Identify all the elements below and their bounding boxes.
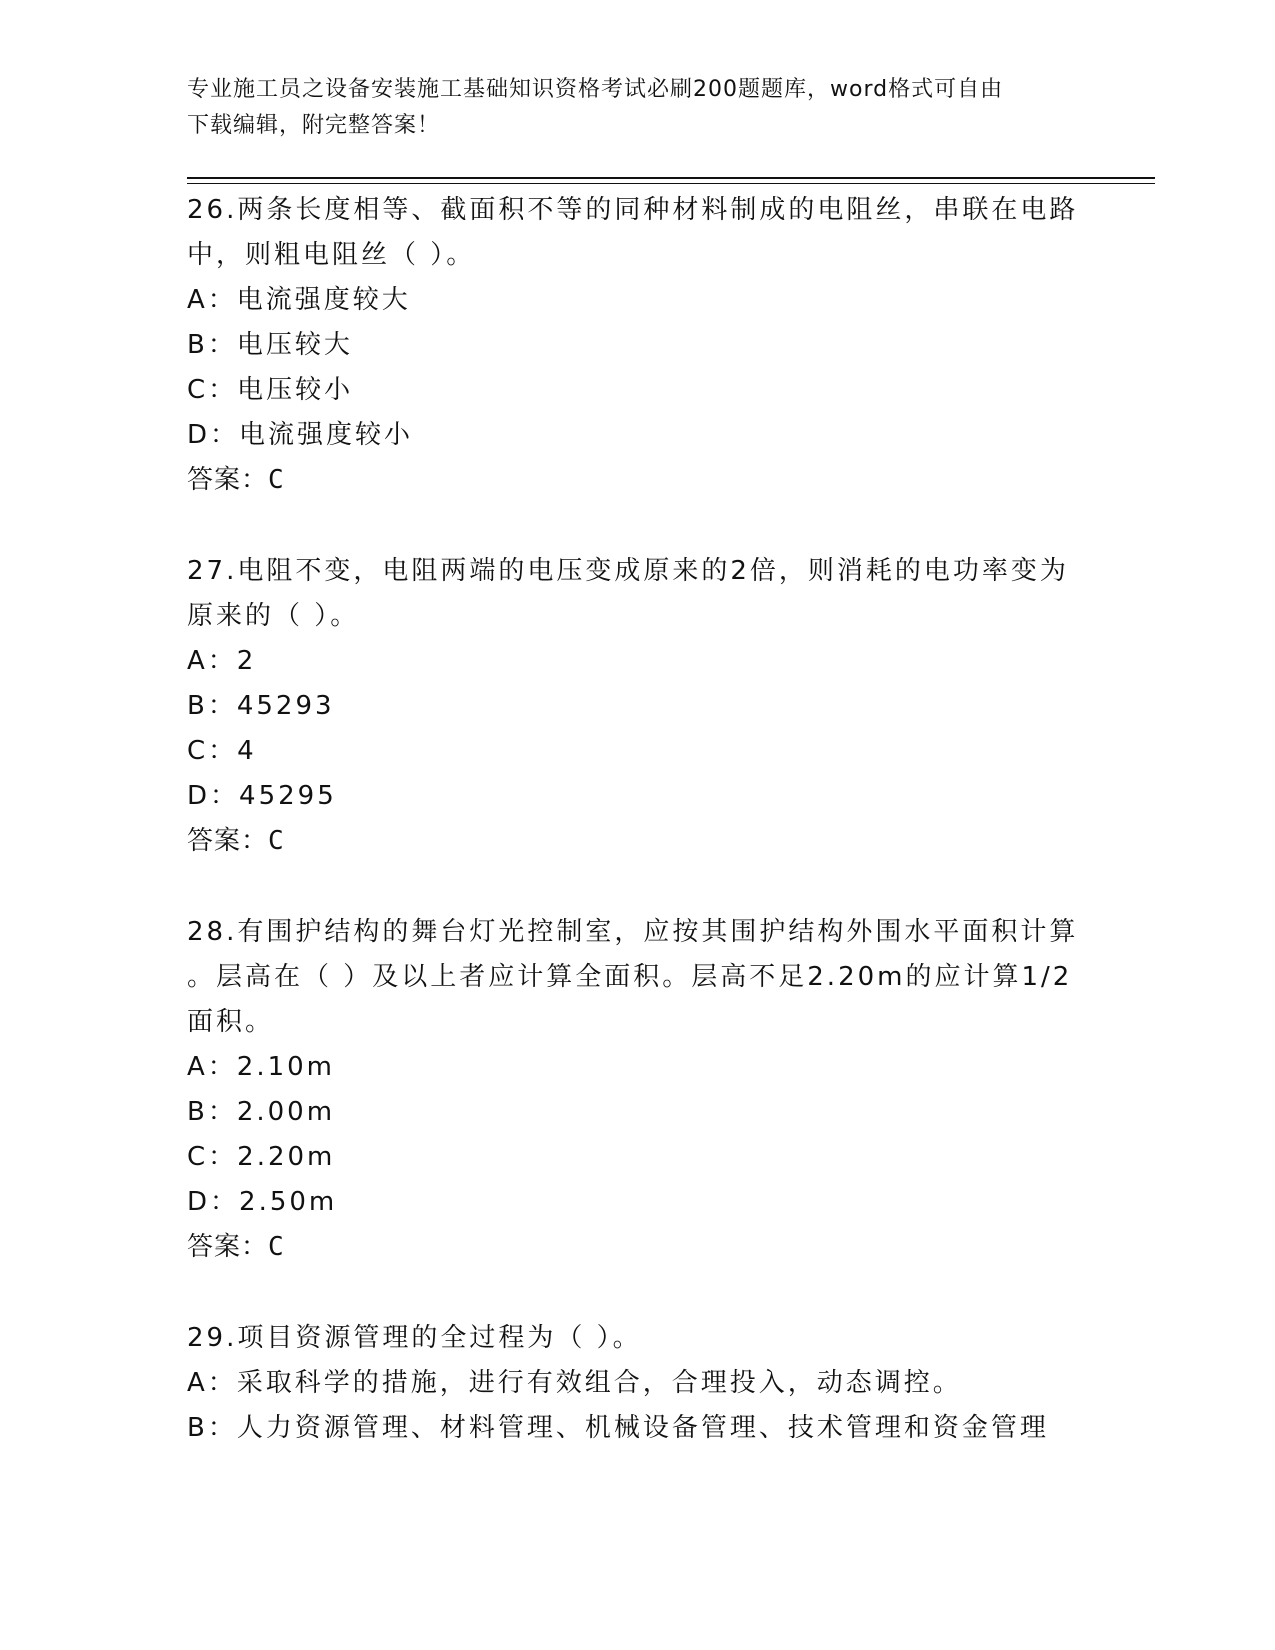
question-stem: 29.项目资源管理的全过程为（ ）。 [187, 1323, 642, 1353]
answer-line [187, 819, 1087, 864]
answer-value: C [268, 465, 285, 495]
question-27 [187, 549, 1087, 864]
question-stem-continued: 原来的（ ）。 [187, 601, 360, 631]
option-c: C：电压较小 [187, 375, 354, 405]
header-title-line-2: 下载编辑，附完整答案！ [187, 113, 441, 138]
answer-value: C [268, 826, 285, 856]
question-29 [187, 1316, 1087, 1451]
question-stem: 26.两条长度相等、截面积不等的同种材料制成的电阻丝，串联在电路 [187, 195, 1079, 225]
option-c: C：4 [187, 736, 257, 766]
document-header [187, 72, 1067, 144]
answer-value: C [268, 1232, 285, 1262]
question-stem-continued: 。层高在（ ）及以上者应计算全面积。层高不足2.20m的应计算1/2 [187, 962, 1073, 992]
question-list [187, 188, 1087, 1451]
question-stem-continued: 中，则粗电阻丝（ ）。 [187, 240, 476, 270]
option-d: D：电流强度较小 [187, 420, 414, 450]
option-a: A：2.10m [187, 1052, 336, 1082]
option-d: D：2.50m [187, 1187, 338, 1217]
question-stem-continued-2: 面积。 [187, 1007, 275, 1037]
option-d: D：45295 [187, 781, 337, 811]
option-b: B：45293 [187, 691, 335, 721]
option-b: B：2.00m [187, 1097, 336, 1127]
header-title-line-1: 专业施工员之设备安装施工基础知识资格考试必刷200题题库，word格式可自由 [187, 77, 1004, 102]
option-a: A：电流强度较大 [187, 285, 411, 315]
answer-label: 答案： [187, 465, 269, 495]
question-stem: 28.有围护结构的舞台灯光控制室，应按其围护结构外围水平面积计算 [187, 917, 1079, 947]
answer-label: 答案： [187, 826, 269, 856]
answer-line [187, 1225, 1087, 1270]
question-stem: 27.电阻不变，电阻两端的电压变成原来的2倍，则消耗的电功率变为 [187, 556, 1069, 586]
header-divider-thin [187, 183, 1155, 184]
option-b: B：电压较大 [187, 330, 353, 360]
option-a: A：采取科学的措施，进行有效组合，合理投入，动态调控。 [187, 1368, 962, 1398]
option-a: A：2 [187, 646, 257, 676]
question-26 [187, 188, 1087, 503]
answer-label: 答案： [187, 1232, 269, 1262]
header-divider-thick [187, 177, 1155, 179]
option-c: C：2.20m [187, 1142, 336, 1172]
answer-line [187, 458, 1087, 503]
option-b: B：人力资源管理、材料管理、机械设备管理、技术管理和资金管理 [187, 1413, 1049, 1443]
question-28 [187, 910, 1087, 1270]
